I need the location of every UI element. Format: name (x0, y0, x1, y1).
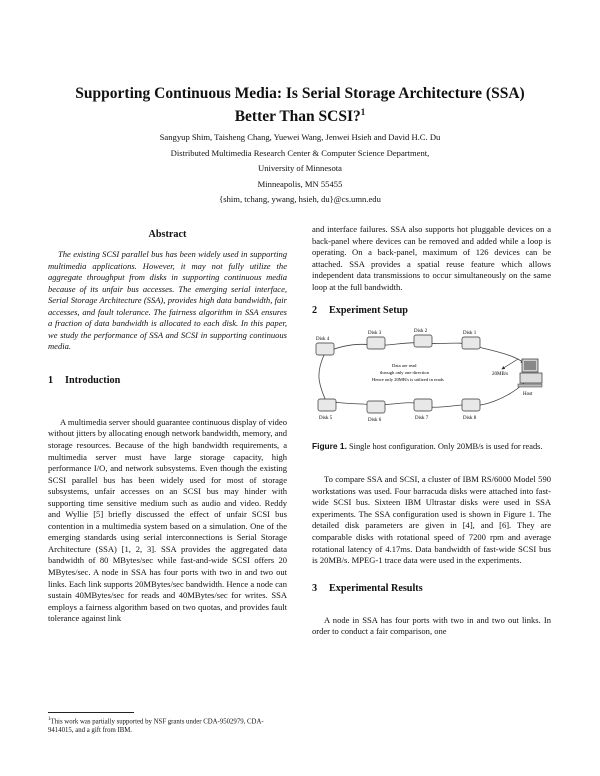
affiliation: Distributed Multimedia Research Center & Computer Science Department, (170, 147, 430, 158)
figure-note-line-3: Hence only 20MB/s is utilized in reads (372, 377, 444, 383)
disk-8-label: Disk 8 (463, 416, 477, 422)
footnote-text: This work was partially supported by NSF grants under CDA-9502979, CDA-9414015, and a gift from IBM. (48, 718, 264, 734)
disk-6 (367, 401, 385, 423)
right-column (312, 224, 551, 638)
figure-note-line-1: Data are read (392, 363, 417, 369)
disk-4-label: Disk 4 (316, 337, 330, 343)
section-2-number: 2 (312, 305, 318, 317)
section-3-heading (312, 583, 551, 595)
disk-2 (414, 329, 432, 347)
title-line-1: Supporting Continuous Media: Is Serial Storage Architecture (SSA) (75, 85, 525, 102)
disk-7-label: Disk 7 (415, 416, 429, 422)
figure-1-caption (312, 441, 551, 452)
title-line-2 (40, 103, 560, 126)
section-1-text: A multimedia server should guarantee continuous display of video without jitters by allocating enough network bandwidth, memory, and storage resources. Because of the high bandwidth requirements, a multimedia server must have large storage capacity, high performance I/O, and network subsystems. Even though the existing SCSI parallel bus has been widely used for most of storage subsystems, unfair accesses on an SCSI bus may hinder with supporting time sensitive medium such as audio and video. Reddy and Wyllie [5] briefly discussed the effect of unfair SCSI bus contention in a multimedia system based on a simulation. One of the emerging standards using serial interconnections is Serial Storage Architecture (SSA) [1, 2, 3]. SSA provides the aggregated data bandwidth of 80 MBytes/sec while fast-and-wide SCSI offers 20 MBytes/sec. A node in SSA has four ports with two in and two out links. Each link supports 20MBytes/sec bandwidth. Hence a node can sustain 40MBytes/sec for reads and 40MBytes/sec for writes. SSA employs a fairness algorithm based on two quotas, and provides fault tolerance against link (48, 416, 287, 624)
figure-1-label: Figure 1. (312, 441, 347, 452)
footnote-body (48, 716, 287, 735)
section-3-text: A node in SSA has four ports with two in and two out links. In order to conduct a fair comparison, one (312, 614, 551, 637)
footnote (48, 712, 287, 735)
abstract-text: The existing SCSI parallel bus has been widely used in supporting multimedia applications. However, it may not fully utilize the aggregate throughput from disks in supporting continuous media because of its unfair bus accesses. The emerging serial interface, Serial Storage Architecture (SSA), provides high data bandwidth, fair accesses, and fault tolerance. The fairness algorithm in SSA ensures a fraction of data bandwidth is allocated to each disk. In this paper, we study the performance of SSA and SCSI in supporting continuous media. (48, 249, 287, 352)
author-names: Sangyup Shim, Taisheng Chang, Yuewei Wang, Jenwei Hsieh and David H.C. Du (159, 132, 441, 142)
city: Minneapolis, MN 55455 (257, 178, 343, 189)
footnote-mark: 1 (48, 717, 51, 722)
section-1-heading (48, 375, 287, 387)
title-footnote-mark: 1 (360, 107, 366, 117)
figure-1-caption-text: Single host configuration. Only 20MB/s is used for reads. (349, 442, 543, 452)
section-2-heading (312, 305, 551, 317)
disk-5 (318, 399, 336, 421)
section-3-number: 3 (312, 582, 318, 594)
abstract-heading: Abstract (148, 229, 187, 240)
disk-1-label: Disk 1 (463, 331, 477, 337)
figure-1 (312, 323, 551, 435)
intro-continued-text: and interface failures. SSA also supports hot pluggable devices on a back-panel where devices can be removed and added while a loop is operating. On a back-panel, maximum of 126 devices can be attached. SSA provides a spatial reuse feature which allows independent data transmissions to occur simultaneously on the same loop at the full bandwidth. (312, 224, 551, 292)
section-2-title: Experiment Setup (329, 305, 408, 317)
section-1-title: Introduction (65, 374, 121, 386)
figure-note-line-2: through only one direction (380, 370, 429, 376)
rate-arrow (502, 359, 518, 369)
author-block (40, 130, 560, 208)
footnote-rule (48, 712, 134, 713)
disk-1 (462, 331, 480, 349)
section-1-number: 1 (48, 374, 54, 386)
disk-3 (367, 331, 385, 349)
title-line-2-text: Better Than SCSI? (234, 108, 361, 126)
university: University of Minnesota (257, 163, 343, 174)
paper-title (40, 84, 560, 126)
disk-7 (414, 399, 432, 421)
emails: {shim, tchang, ywang, hsieh, du}@cs.umn.edu (219, 194, 381, 205)
host-computer-icon (518, 359, 542, 387)
disk-4 (316, 337, 334, 355)
disk-3-label: Disk 3 (368, 331, 382, 337)
rate-label: 20MB/s (492, 372, 509, 378)
host-label: Host (523, 392, 533, 398)
left-column (48, 224, 287, 625)
disk-2-label: Disk 2 (414, 329, 428, 335)
figure-1-diagram (312, 323, 551, 435)
section-2-text: To compare SSA and SCSI, a cluster of IBM RS/6000 Model 590 workstations was used. Four barracuda disks were attached into fast-wide SCSI bus. Sixteen IBM Ultrastar disks were used in SSA experiments. The SSA configuration used is shown in Figure 1. The detailed disk parameters are given in [4], and [6]. They are comparable disks with rotational speed of 7200 rpm and average rotational latency of 4.17ms. Data bandwidth of fast-wide SCSI bus is 20MB/s. MPEG-1 trace data were used in the experiments. (312, 474, 551, 566)
disk-6-label: Disk 6 (368, 418, 382, 424)
disk-8 (462, 399, 480, 421)
disk-5-label: Disk 5 (319, 416, 333, 422)
section-3-title: Experimental Results (329, 582, 423, 594)
